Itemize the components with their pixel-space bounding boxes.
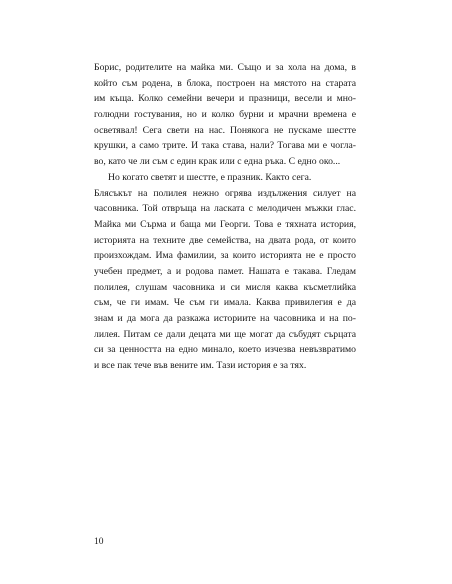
text-line: крушки, а само трите. И така става, нали? Тогава ми е чогла- (94, 140, 356, 152)
paragraph-2 (94, 170, 356, 374)
text-line: во, като че ли съм с един крак или с една ръка. С едно око... (94, 156, 341, 168)
text-line: полилея, слушам часовника и си мисля каква късметлийка (94, 281, 356, 293)
text-line: си за ценността на едно минало, което изчезва невъзвратимо (94, 344, 356, 356)
text-line: който съм родена, в блока, построен на мястото на старата (94, 77, 356, 89)
text-line: часовника. Той отвръща на ласката с мелодичен мъжки глас. (94, 203, 356, 215)
text-line: Но когато светят и шестте, е празник. Както сега. (108, 171, 312, 183)
text-line: осветявал! Сега свети на нас. Понякога не пускаме шестте (94, 124, 356, 136)
text-line: Блясъкът на полилея нежно огрява издължения силует на (94, 187, 356, 199)
text-line: лилея. Питам се дали децата ми ще могат да събудят сърцата (94, 328, 356, 340)
text-line: историята на техните две семейства, на двата рода, от които (94, 234, 356, 246)
text-line: Борис, родителите на майка ми. Също и за хола на дома, в (94, 62, 356, 73)
text-line: голюдни гостувания, но и колко бурни и мрачни времена е (94, 109, 356, 121)
body-text (94, 60, 356, 374)
text-line: им къща. Колко семейни вечери и празници, весели и мно- (94, 93, 356, 105)
page-number: 10 (94, 537, 104, 547)
paragraph-1 (94, 60, 356, 170)
text-line: знам и да мога да разкажа историите на часовника и на по- (94, 313, 356, 324)
text-line: съм, че ги имам. Че съм ги имала. Каква привилегия е да (94, 297, 356, 309)
text-line: Майка ми Сърма и баща ми Георги. Това е тяхната история, (94, 218, 356, 230)
text-line: учебен предмет, а и родова памет. Нашата е такава. Гледам (94, 265, 356, 277)
text-line: произхождам. Има фамилии, за които историята не е просто (94, 250, 356, 262)
text-line: и все пак тече във вените им. Тази история е за тях. (94, 360, 307, 372)
